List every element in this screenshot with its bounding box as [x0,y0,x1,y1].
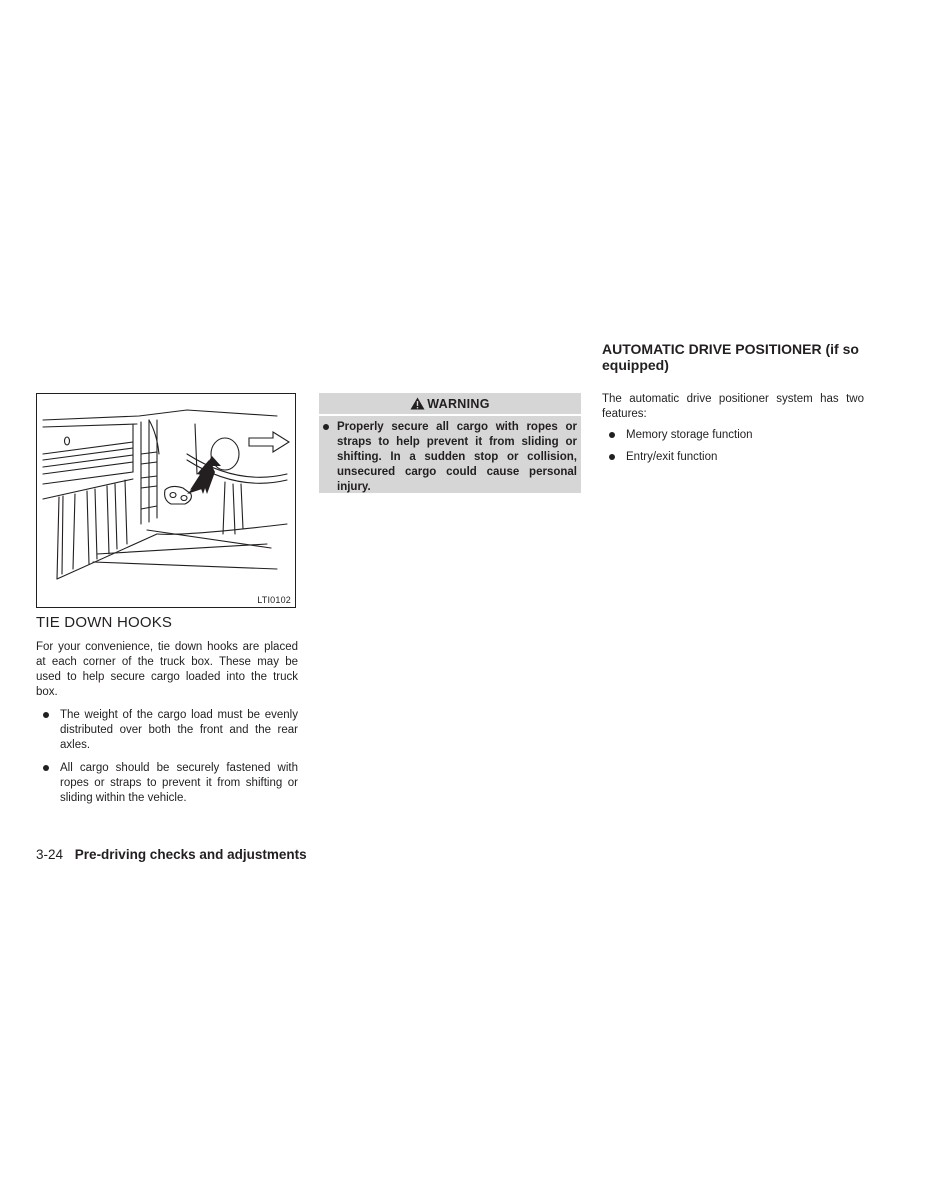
tie-down-hook-illustration [36,393,296,608]
list-item [36,761,298,806]
list-item [319,420,577,495]
warning-box [319,393,581,493]
warning-triangle-icon [410,397,425,410]
bullet-icon [323,424,329,430]
positioner-feature-list [602,428,864,472]
tie-down-bullet-list [36,708,298,814]
feature-text: Entry/exit function [626,451,718,463]
tie-down-intro: For your convenience, tie down hooks are placed at each corner of the truck box. These may be used to help secure cargo loaded into the truck box. [36,641,298,698]
list-item [602,450,864,465]
list-item [36,708,298,753]
page-number: 3-24 [36,847,64,862]
feature-text: Memory storage function [626,429,753,441]
positioner-intro: The automatic drive positioner system has two features: [602,393,864,420]
warning-text: Properly secure all cargo with ropes or straps to help prevent it from sliding or shifting. In a sudden stop or collision, unsecured cargo could cause personal injury. [337,421,577,493]
chapter-title: Pre-driving checks and adjustments [74,847,307,862]
bullet-icon [609,454,615,460]
bullet-icon [43,765,49,771]
bullet-icon [43,712,49,718]
automatic-drive-positioner-title: AUTOMATIC DRIVE POSITIONER (if so equipped) [602,341,859,373]
tie-down-hooks-title: TIE DOWN HOOKS [36,614,173,631]
warning-list [319,416,581,495]
warning-header [319,393,581,416]
bullet-icon [609,432,615,438]
figure-code: LTI0102 [257,595,291,605]
bullet-text: The weight of the cargo load must be evenly distributed over both the front and the rear axles. [60,709,298,751]
truck-bed-drawing [37,394,295,607]
list-item [602,428,864,443]
bullet-text: All cargo should be securely fastened with ropes or straps to prevent it from shifting or sliding within the vehicle. [60,762,298,804]
warning-label: WARNING [427,396,490,411]
page-footer [36,847,307,862]
